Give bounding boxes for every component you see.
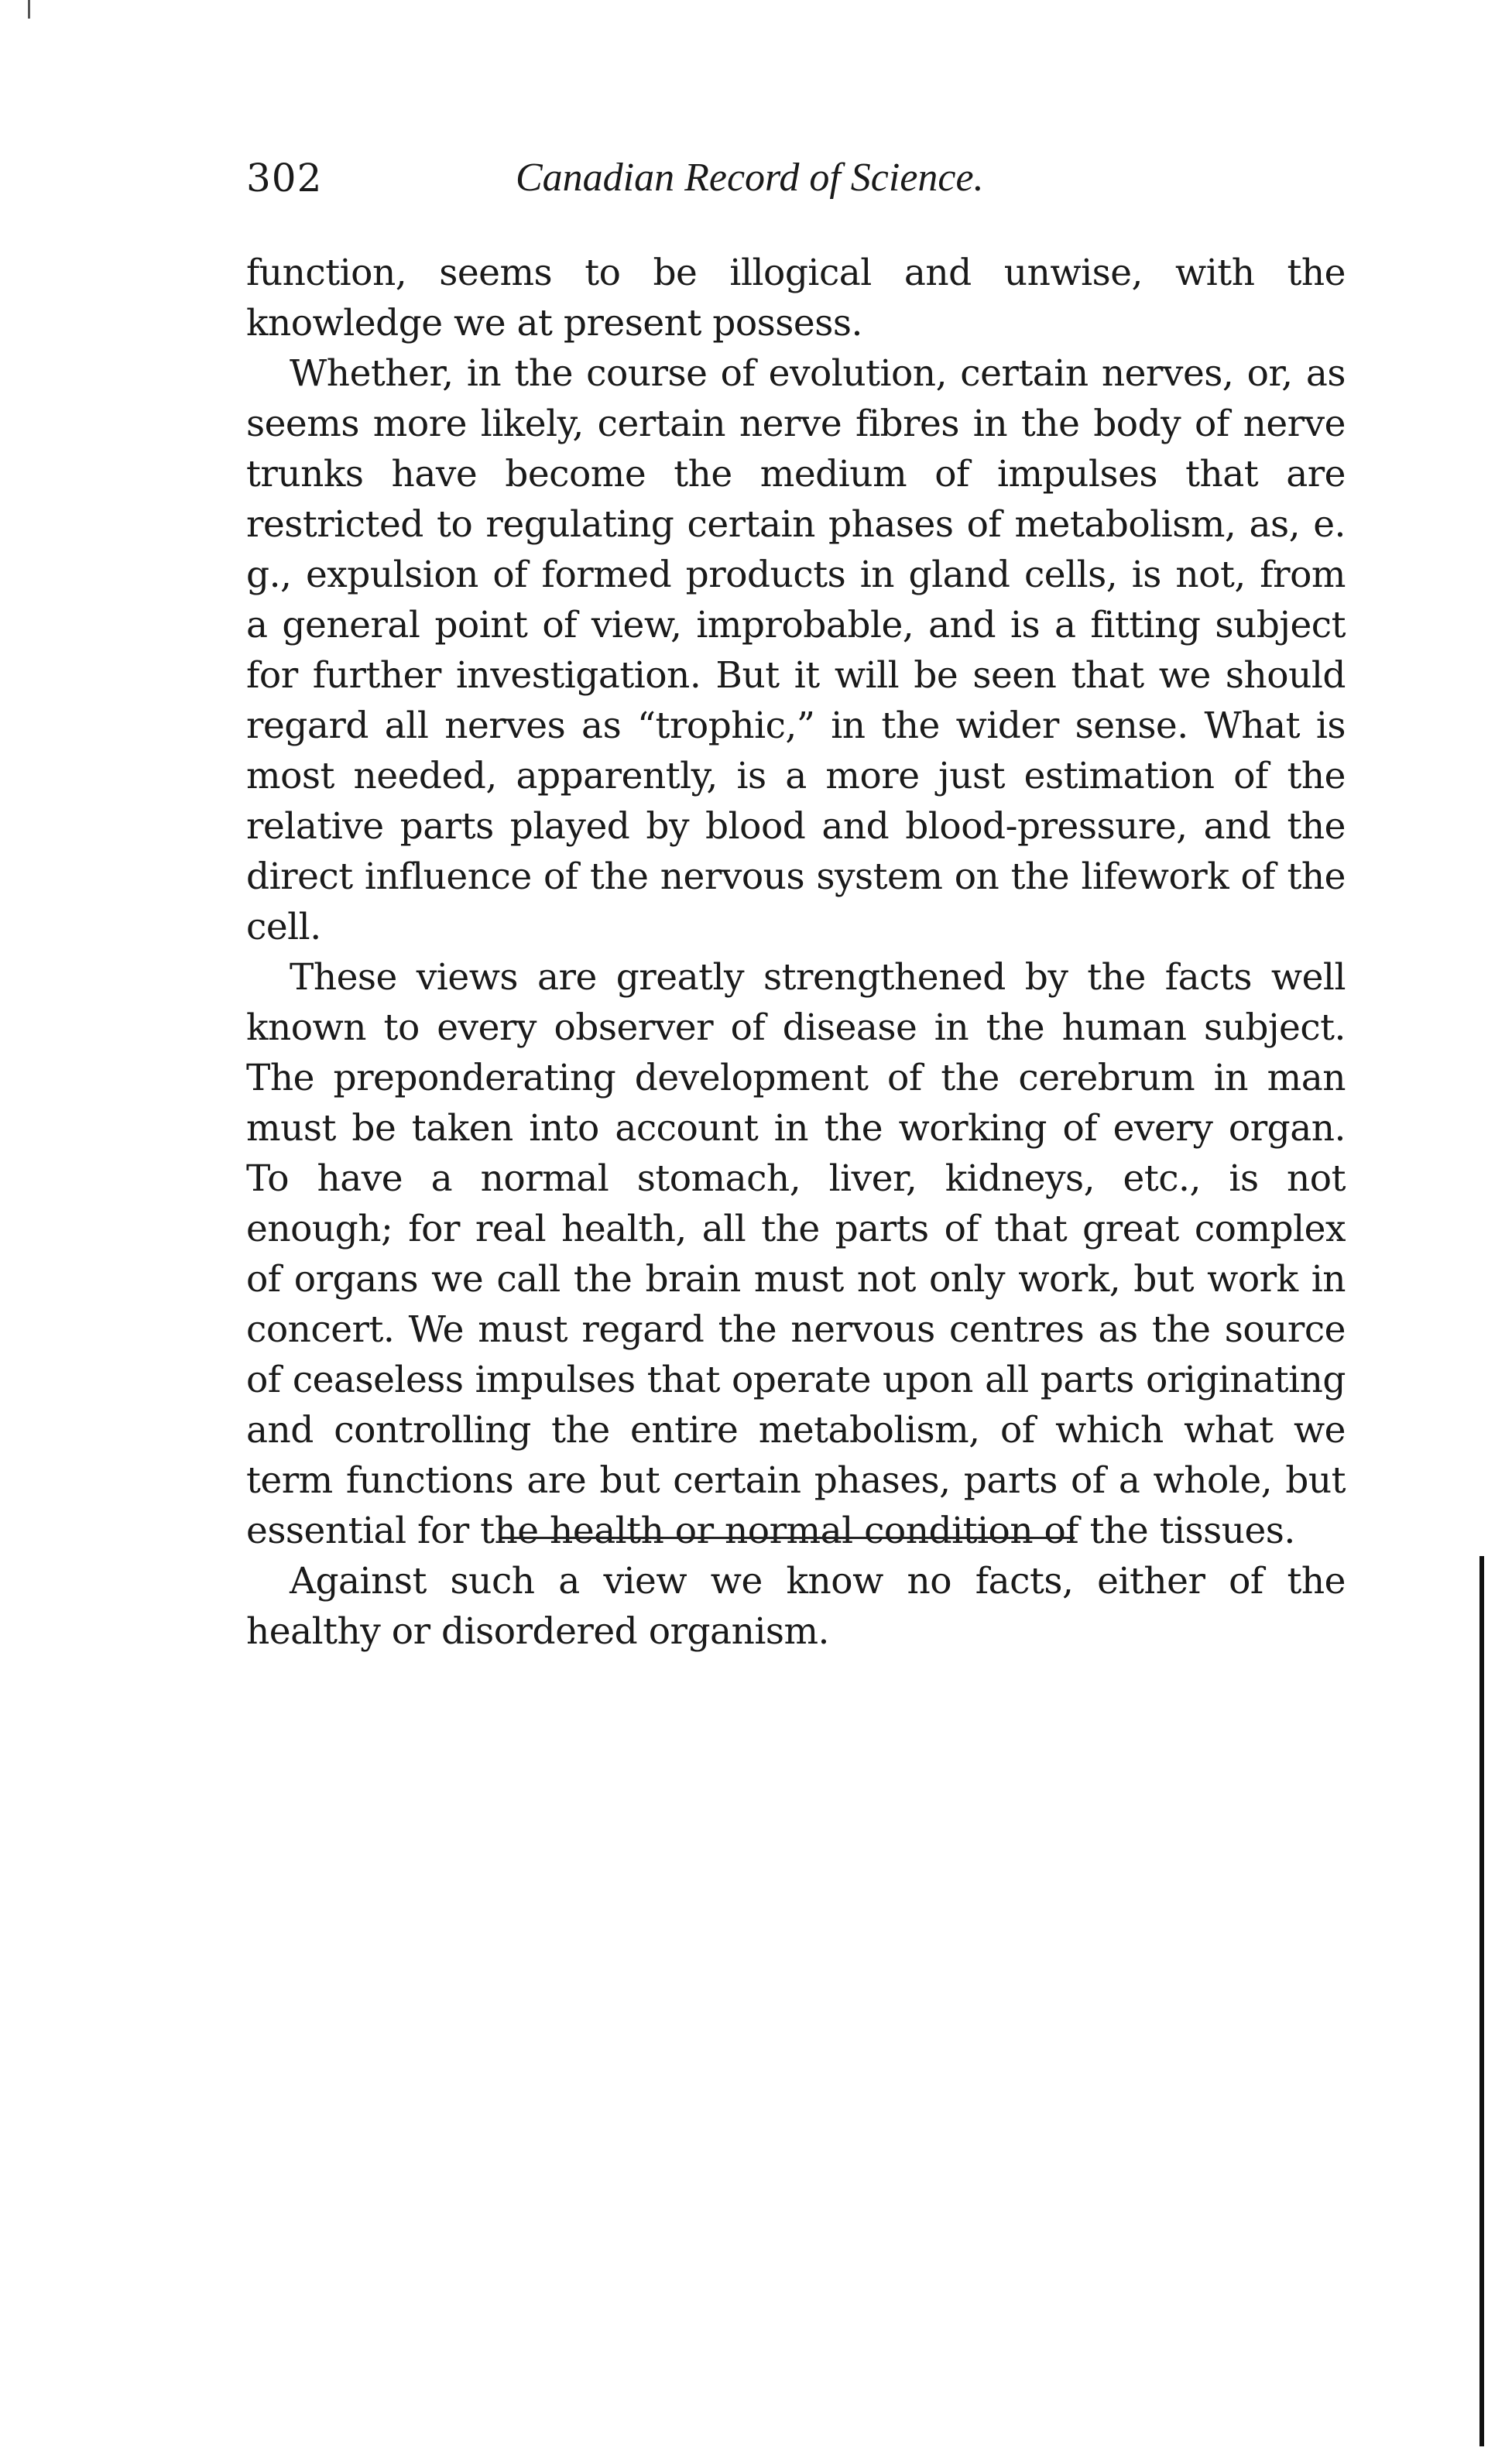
paragraph: These views are greatly strengthened by the facts well known to every observer of disease in the human subject. The preponderating development of the cerebrum in man must be taken into account in the working of every organ. To have a normal stomach, liver, kidneys, etc., is not enough; for real health, all the parts of that great complex of organs we call the brain must not only work, but work in concert. We must regard the nervous centres as the source of ceaseless impulses that operate upon all parts originating and controlling the entire metabolism, of which what we term functions are but certain phases, parts of a whole, but essential for the health or normal condition of the tissues. [246, 956, 1346, 1552]
page-header [246, 155, 1346, 217]
running-title: Canadian Record of Science. [516, 156, 984, 200]
paragraph: Against such a view we know no facts, either of the healthy or disordered organism. [246, 1560, 1346, 1653]
scan-mark [28, 0, 30, 19]
section-end-rule [502, 1537, 1075, 1539]
paragraph: Whether, in the course of evolution, certain nerves, or, as seems more likely, certain nerve fibres in the body of nerve trunks have become the medium of impulses that are restricted to regulating certain phases of metabolism, as, e. g., expulsion of formed products in gland cells, is not, from a general point of view, improbable, and is a fitting subject for further investigation. But it will be seen that we should regard all nerves as “trophic,” in the wider sense. What is most needed, apparently, is a more just estimation of the relative parts played by blood and blood-pressure, and the direct influence of the nervous system on the lifework of the cell. [246, 352, 1346, 948]
body-text [246, 248, 1346, 1657]
paragraph-continued: function, seems to be illogical and unwise, with the knowledge we at present possess. [246, 252, 1346, 345]
scan-edge-shadow [1479, 1556, 1484, 2446]
page-number: 302 [246, 156, 323, 201]
